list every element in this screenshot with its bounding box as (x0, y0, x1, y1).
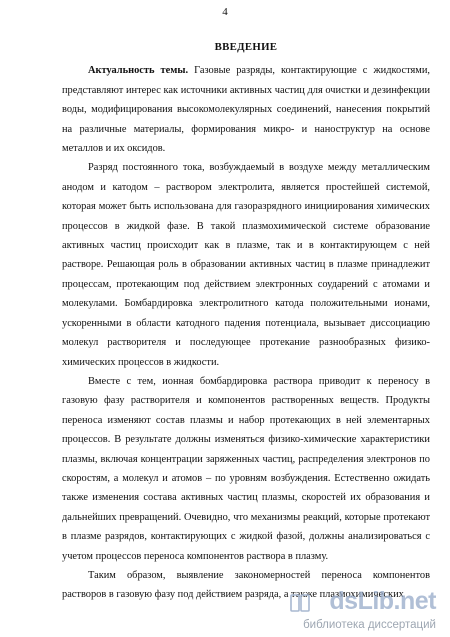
watermark (286, 587, 436, 631)
paragraph-conclusion: Таким образом, выявление закономерностей переноса компонентов растворов в газовую фазу под действием разряда, а также плазмохимических (62, 569, 430, 601)
watermark-logo: dsLib.net (329, 587, 436, 615)
watermark-caption: библиотека диссертаций (303, 619, 436, 631)
section-heading: ВВЕДЕНИЕ (214, 41, 278, 53)
paragraph-discharge: Разряд постоянного тока, возбуждаемый в воздухе между металлическим анодом и катодом – раствором электролита, является простейшей системой, которая может быть использована для газоразрядного инициирования химических процессов в жидкой фазе. В такой плазмохимической системе образование активных частиц происходит как в плазме, так и в контактирующем с ней растворе. Решающая роль в образовании активных частиц в плазме принадлежит процессам, протекающим под действием электронных соударений с атомами и молекулами. Бомбардировка электролитного катода положительными ионами, ускоренными в области катодного падения потенциала, вызывает диссоциацию молекул растворителя и последующее протекание разнообразных физико-химических процессов в жидкости. (62, 162, 430, 368)
paragraph-ion-bombardment: Вместе с тем, ионная бомбардировка раствора приводит к переносу в газовую фазу растворителя и компонентов растворенных веществ. Продукты переноса изменяют состав плазмы и набор протекающих в ней элементарных процессов. В результате должны изменяться физико-химические характеристики плазмы, включая концентрации заряженных частиц, распределения электронов по скоростям, а молекул и атомов – по уровням возбуждения. Естественно ожидать также изменения состава активных частиц плазмы, скоростей их образования и дальнейших превращений. Очевидно, что механизмы реакций, которые протекают в плазме разрядов, контактирующих с жидкой фазой, должны анализироваться с учетом процессов переноса компонентов раствора в плазму. (62, 375, 430, 562)
document-body (62, 38, 430, 605)
page-number: 4 (222, 6, 228, 18)
paragraph-relevance (62, 61, 430, 158)
paragraph-text: Газовые разряды, контактирующие с жидкостями, представляют интерес как источники активных частиц для очистки и дезинфекции воды, модифицирования высокомолекулярных соединений, нанесения покрытий на различные материалы, формирования микро- и наноструктур на основе металлов и их оксидов. (62, 65, 430, 155)
paragraph-lead: Актуальность темы. (88, 65, 189, 77)
book-icon (288, 591, 312, 615)
